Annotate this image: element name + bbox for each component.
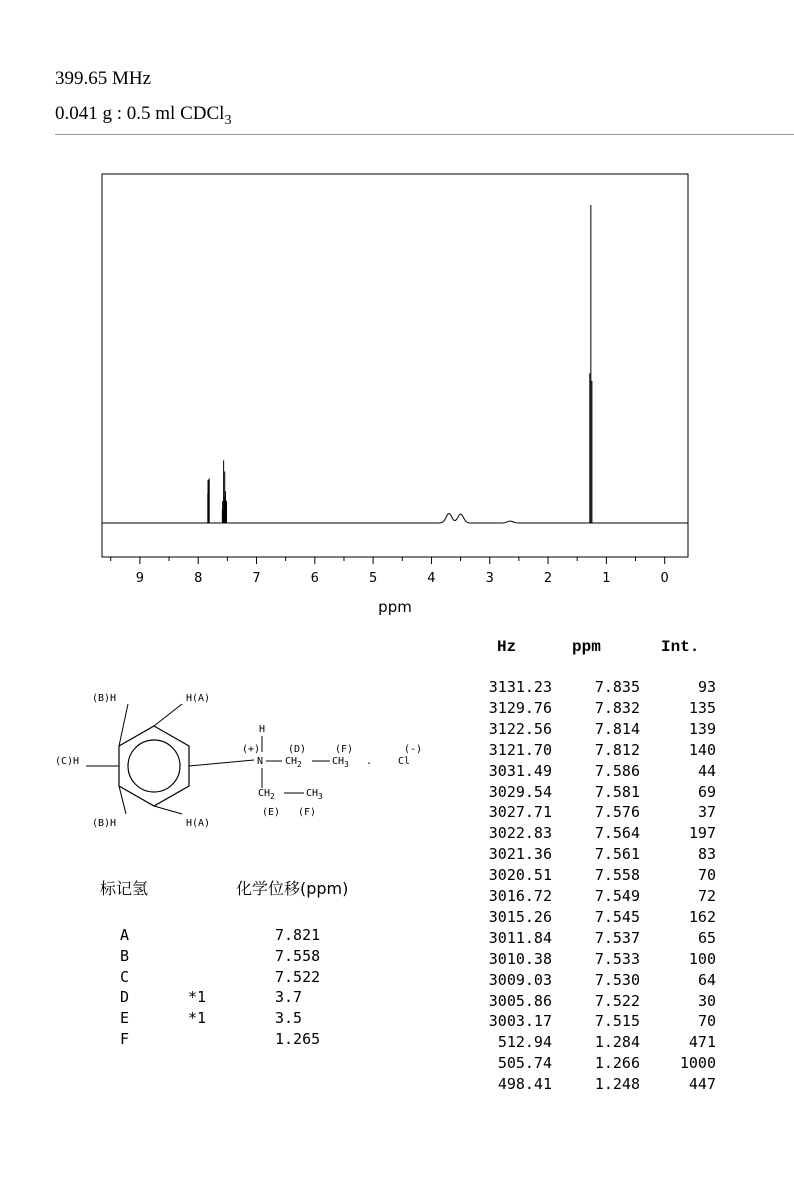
x-tick-label: 0: [660, 571, 669, 586]
peak-table-row: [470, 720, 720, 741]
column-header-hz: Hz: [497, 638, 517, 656]
peak-table-row: [470, 908, 720, 929]
assignment-row: [100, 1030, 360, 1051]
peak-ppm: 7.545: [594, 907, 640, 926]
label-h-a-bottom: H(A): [186, 818, 211, 829]
peak-intensity: 1000: [679, 1054, 716, 1073]
peak-intensity: 471: [688, 1033, 716, 1052]
peak-ppm: 7.549: [594, 887, 640, 905]
label-d: (D): [288, 744, 307, 755]
peak-intensity: 162: [688, 907, 716, 926]
benzene-aromatic-circle: [128, 740, 180, 792]
peak-ppm: 7.564: [594, 824, 640, 843]
bond-a-bottom: [154, 806, 182, 814]
peak-ppm: 7.561: [594, 845, 640, 864]
assignment-row: [100, 988, 360, 1009]
assignment-row: [100, 968, 360, 989]
peak-table-row: [470, 887, 720, 908]
peak-ppm: 7.537: [594, 928, 640, 947]
peak-hz: 3129.76: [488, 698, 552, 717]
peak-intensity: 140: [688, 740, 716, 759]
x-tick-label: 6: [310, 571, 319, 586]
label-cl-charge: (-): [404, 744, 423, 755]
peak-hz: 3003.17: [488, 1012, 552, 1031]
sample-text: 0.041 g : 0.5 ml CDCl: [55, 103, 225, 124]
assignment-label-header: 标记氢: [100, 879, 149, 898]
peak-intensity: 70: [697, 866, 716, 885]
peak-table-row: [470, 741, 720, 762]
assignment-label: A: [120, 926, 130, 944]
peak-hz: 3031.49: [488, 761, 552, 780]
assignment-shift: 1.265: [275, 1030, 321, 1048]
peak-table-row: [470, 866, 720, 887]
assignment-shift-header: 化学位移(ppm): [236, 879, 349, 898]
peak-hz: 3021.36: [488, 845, 552, 864]
peak-table-row: [470, 1054, 720, 1075]
label-ch3-top: $CH_3$: [332, 756, 349, 769]
label-ch3-bottom: $CH_3$: [306, 788, 323, 801]
column-header-int: Int.: [661, 638, 700, 656]
peak-ppm: 7.558: [594, 866, 640, 885]
label-h-b-top: (B)H: [92, 693, 117, 704]
assignment-shift: 7.821: [275, 926, 321, 944]
label-f-top: (F): [335, 744, 354, 755]
peak-intensity: 100: [688, 949, 716, 968]
sample-subscript: 3: [224, 112, 232, 128]
x-axis-label: ppm: [378, 598, 412, 616]
peak-table-row: [470, 1075, 720, 1096]
assignment-label: C: [120, 967, 130, 986]
bond-ring-n: [189, 760, 254, 766]
peak-intensity: 70: [697, 1012, 716, 1031]
peak-table-row: [470, 971, 720, 992]
x-tick-label: 1: [602, 571, 611, 586]
peak-intensity: 72: [697, 887, 716, 905]
label-h-a-top: H(A): [186, 693, 211, 704]
label-ch2-bottom: $CH_2$: [258, 788, 275, 801]
peak-ppm: 7.576: [594, 803, 640, 822]
label-h-b-bottom: (B)H: [92, 818, 117, 829]
column-header-ppm: ppm: [572, 638, 601, 656]
peak-hz: 512.94: [497, 1033, 552, 1052]
peak-intensity: 37: [697, 803, 716, 822]
peak-ppm: 7.530: [594, 970, 640, 989]
peak-ppm: 7.832: [594, 698, 640, 717]
peak-table-row: [470, 845, 720, 866]
peak-intensity: 30: [697, 991, 716, 1010]
peak-intensity: 64: [697, 970, 716, 989]
peak-ppm: 1.248: [594, 1075, 640, 1094]
x-tick-label: 5: [368, 571, 378, 586]
label-dot: .: [366, 756, 373, 767]
peak-ppm: 7.586: [594, 761, 640, 780]
peak-hz: 3016.72: [488, 887, 552, 905]
peak-hz: 3020.51: [488, 866, 552, 885]
assignment-label: E: [120, 1009, 130, 1028]
peak-intensity: 65: [697, 928, 716, 947]
label-n: N: [257, 756, 264, 767]
assignment-label: F: [120, 1030, 130, 1048]
peak-hz: 498.41: [497, 1075, 552, 1094]
peak-hz: 3010.38: [488, 949, 552, 968]
peak-intensity: 69: [697, 782, 716, 801]
peak-ppm: 7.581: [594, 782, 640, 801]
bond-b-top: [119, 704, 128, 746]
peak-hz: 3027.71: [488, 803, 552, 822]
peak-ppm: 7.835: [594, 678, 640, 696]
label-f-bottom: (F): [298, 807, 317, 818]
x-tick-label: 2: [543, 571, 553, 586]
peak-table-row: [470, 678, 720, 699]
peak-table-row: [470, 699, 720, 720]
peak-hz: 3005.86: [488, 991, 552, 1010]
x-tick-label: 9: [135, 571, 145, 586]
peak-ppm: 7.533: [594, 949, 640, 968]
peak-ppm: 7.522: [594, 991, 640, 1010]
label-n-charge: (+): [242, 744, 261, 755]
label-nh: H: [259, 724, 266, 735]
peak-intensity: 83: [697, 845, 716, 864]
peak-table-row: [470, 992, 720, 1013]
peak-table-row: [470, 929, 720, 950]
label-h-c: (C)H: [55, 756, 80, 767]
peak-ppm: 1.266: [594, 1054, 640, 1073]
peak-intensity: 44: [697, 761, 716, 780]
benzene-ring: [119, 726, 189, 806]
peak-hz: 3121.70: [488, 740, 552, 759]
assignment-row: [100, 926, 360, 947]
peak-hz: 3122.56: [488, 719, 552, 738]
x-tick-label: 3: [485, 571, 494, 586]
peak-ppm: 7.814: [594, 719, 640, 738]
assignment-shift: 7.558: [275, 946, 321, 965]
x-tick-label: 4: [427, 571, 436, 586]
label-cl: Cl: [398, 756, 411, 767]
assignment-note: *1: [188, 988, 207, 1007]
label-ch2-top: $CH_2$: [285, 756, 302, 769]
label-e: (E): [262, 807, 281, 818]
bond-a-top: [154, 704, 182, 726]
peak-hz: 3131.23: [488, 678, 552, 696]
peak-table-row: [470, 803, 720, 824]
molecule-structure: [0, 0, 470, 840]
peak-table-row: [470, 783, 720, 804]
peak-table-row: [470, 824, 720, 845]
assignment-shift: 7.522: [275, 967, 321, 986]
assignment-label: D: [120, 988, 130, 1007]
peak-intensity: 197: [688, 824, 716, 843]
peak-hz: 3029.54: [488, 782, 552, 801]
peak-hz: 3015.26: [488, 907, 552, 926]
peak-ppm: 7.515: [594, 1012, 640, 1031]
peak-ppm: 1.284: [594, 1033, 640, 1052]
peak-ppm: 7.812: [594, 740, 640, 759]
peak-intensity: 139: [688, 719, 716, 738]
assignment-shift: 3.7: [275, 988, 303, 1007]
assignment-row: [100, 947, 360, 968]
peak-hz: 3009.03: [488, 970, 552, 989]
peak-intensity: 135: [688, 698, 716, 717]
peak-intensity: 447: [688, 1075, 716, 1094]
x-tick-label: 8: [194, 571, 203, 586]
peak-hz: 505.74: [497, 1054, 552, 1073]
spectrometer-frequency-line: 399.65 MHz: [55, 68, 152, 89]
peak-table-row: [470, 1033, 720, 1054]
x-tick-label: 7: [252, 571, 261, 586]
peak-table-row: [470, 950, 720, 971]
peak-hz: 3011.84: [488, 928, 552, 947]
peak-table-row: [470, 1012, 720, 1033]
peak-table-row: [470, 762, 720, 783]
peak-hz: 3022.83: [488, 824, 552, 843]
bond-b-bottom: [119, 786, 126, 814]
peak-intensity: 93: [697, 678, 716, 696]
assignment-shift: 3.5: [275, 1009, 303, 1028]
assignment-note: *1: [188, 1009, 207, 1028]
assignment-row: [100, 1009, 360, 1030]
assignment-label: B: [120, 946, 130, 965]
